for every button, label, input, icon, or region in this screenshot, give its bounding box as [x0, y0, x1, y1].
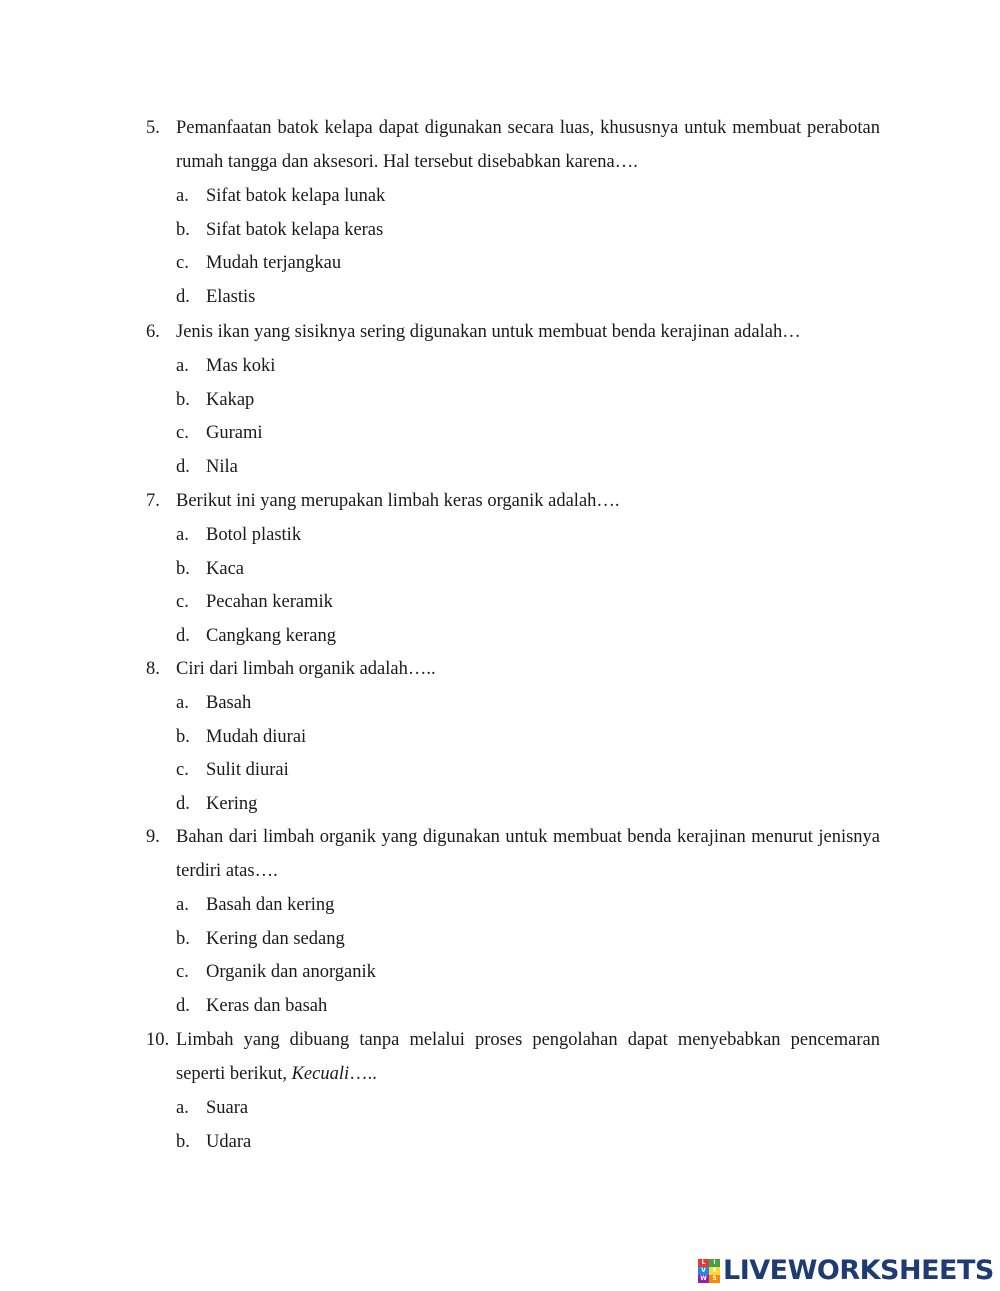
question-10	[146, 1023, 880, 1158]
answer-option-d[interactable]	[146, 450, 880, 484]
option-text: Mudah diurai	[206, 726, 307, 747]
option-letter: a.	[176, 185, 189, 206]
option-letter: d.	[176, 286, 190, 307]
question-text: Bahan dari limbah organik yang digunakan untuk membuat benda kerajinan menurut jenisnya terdiri atas….	[176, 827, 880, 881]
answer-options	[146, 686, 880, 821]
logo-tile: W	[698, 1275, 709, 1283]
answer-options	[146, 179, 880, 314]
option-letter: b.	[176, 389, 190, 410]
option-text: Elastis	[206, 286, 256, 307]
option-letter: a.	[176, 894, 189, 915]
question-number: 8.	[146, 659, 160, 679]
question-number: 10.	[146, 1030, 170, 1050]
option-letter: c.	[176, 253, 189, 274]
question-number: 9.	[146, 827, 160, 847]
answer-option-d[interactable]	[146, 787, 880, 821]
option-letter: b.	[176, 558, 190, 579]
question-8	[146, 652, 880, 821]
question-number: 6.	[146, 322, 160, 342]
option-letter: b.	[176, 928, 190, 949]
option-text: Kakap	[206, 389, 255, 410]
option-letter: d.	[176, 995, 190, 1016]
question-5	[146, 111, 880, 314]
question-number: 7.	[146, 491, 160, 511]
option-text: Basah dan kering	[206, 894, 335, 915]
option-text: Gurami	[206, 423, 263, 444]
answer-option-b[interactable]	[146, 1125, 880, 1159]
answer-option-d[interactable]	[146, 619, 880, 653]
option-letter: a.	[176, 1097, 189, 1118]
option-text: Cangkang kerang	[206, 625, 336, 646]
liveworksheets-logo-icon	[698, 1259, 720, 1283]
answer-option-b[interactable]	[146, 213, 880, 247]
option-text: Pecahan keramik	[206, 592, 333, 613]
answer-option-b[interactable]	[146, 383, 880, 417]
liveworksheets-branding	[698, 1256, 994, 1286]
answer-option-c[interactable]	[146, 585, 880, 619]
question-text-main: Limbah yang dibuang tanpa melalui proses pengolahan dapat menyebabkan pencemaran seperti berikut,	[176, 1030, 880, 1084]
option-text: Udara	[206, 1131, 252, 1152]
option-letter: b.	[176, 219, 190, 240]
question-6	[146, 315, 880, 484]
option-text: Sifat batok kelapa lunak	[206, 185, 386, 206]
question-text-suffix: …..	[349, 1064, 377, 1084]
option-text: Suara	[206, 1097, 249, 1118]
answer-option-a[interactable]	[146, 179, 880, 213]
option-text: Keras dan basah	[206, 995, 328, 1016]
answer-options	[146, 888, 880, 1023]
logo-tile: S	[709, 1275, 720, 1283]
question-7	[146, 484, 880, 653]
answer-option-c[interactable]	[146, 753, 880, 787]
answer-options	[146, 518, 880, 653]
answer-option-d[interactable]	[146, 280, 880, 314]
option-text: Sifat batok kelapa keras	[206, 219, 384, 240]
option-letter: d.	[176, 625, 190, 646]
option-letter: c.	[176, 423, 189, 444]
option-letter: c.	[176, 592, 189, 613]
question-text: Berikut ini yang merupakan limbah keras organik adalah….	[176, 491, 620, 511]
question-text: Pemanfaatan batok kelapa dapat digunakan secara luas, khususnya untuk membuat perabotan rumah tangga dan aksesori. Hal tersebut disebabkan karena….	[176, 118, 880, 172]
question-text	[176, 1023, 880, 1091]
option-letter: d.	[176, 793, 190, 814]
logo-tile: E	[709, 1267, 720, 1275]
answer-option-b[interactable]	[146, 552, 880, 586]
answer-option-a[interactable]	[146, 888, 880, 922]
answer-options	[146, 349, 880, 484]
option-letter: b.	[176, 1131, 190, 1152]
logo-tile: L	[698, 1259, 709, 1267]
option-text: Kaca	[206, 558, 244, 579]
option-letter: c.	[176, 962, 189, 983]
option-text: Mas koki	[206, 355, 276, 376]
answer-option-c[interactable]	[146, 416, 880, 450]
option-letter: a.	[176, 355, 189, 376]
answer-options	[146, 1091, 880, 1158]
answer-option-c[interactable]	[146, 246, 880, 280]
answer-option-a[interactable]	[146, 518, 880, 552]
answer-option-d[interactable]	[146, 989, 880, 1023]
answer-option-a[interactable]	[146, 1091, 880, 1125]
answer-option-a[interactable]	[146, 686, 880, 720]
question-text: Ciri dari limbah organik adalah…..	[176, 659, 436, 679]
logo-tile: I	[709, 1259, 720, 1267]
option-letter: a.	[176, 524, 189, 545]
logo-tile: V	[698, 1267, 709, 1275]
answer-option-b[interactable]	[146, 922, 880, 956]
option-text: Basah	[206, 692, 252, 713]
option-text: Mudah terjangkau	[206, 253, 342, 274]
option-letter: a.	[176, 692, 189, 713]
option-text: Kering dan sedang	[206, 928, 345, 949]
option-text: Sulit diurai	[206, 760, 289, 781]
option-text: Kering	[206, 793, 258, 814]
option-letter: d.	[176, 456, 190, 477]
option-letter: b.	[176, 726, 190, 747]
answer-option-c[interactable]	[146, 955, 880, 989]
option-text: Nila	[206, 456, 238, 477]
answer-option-a[interactable]	[146, 349, 880, 383]
question-number: 5.	[146, 118, 160, 138]
question-text-emphasis: Kecuali	[291, 1064, 350, 1084]
question-9	[146, 820, 880, 1023]
question-text: Jenis ikan yang sisiknya sering digunakan untuk membuat benda kerajinan adalah…	[176, 322, 801, 342]
option-text: Organik dan anorganik	[206, 962, 376, 983]
option-letter: c.	[176, 760, 189, 781]
answer-option-b[interactable]	[146, 720, 880, 754]
option-text: Botol plastik	[206, 524, 302, 545]
liveworksheets-wordmark: LIVEWORKSHEETS	[723, 1255, 994, 1286]
